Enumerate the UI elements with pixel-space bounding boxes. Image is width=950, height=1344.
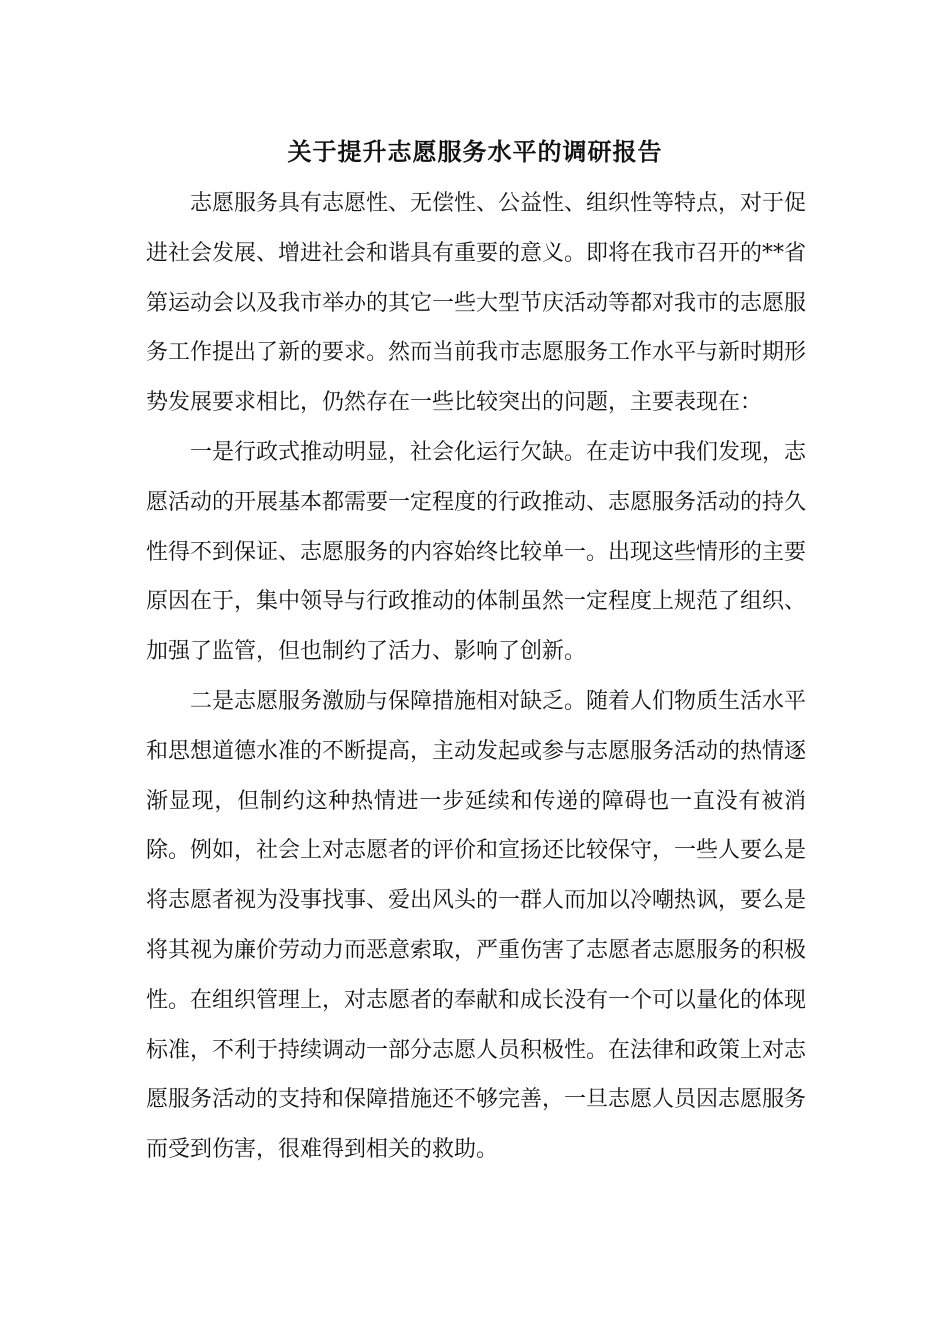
paragraph-intro: 志愿服务具有志愿性、无偿性、公益性、组织性等特点，对于促进社会发展、增进社会和谐具有重要的意义。即将在我市召开的**省第运动会以及我市举办的其它一些大型节庆活动等都对我市的志愿服务工作提出了新的要求。然而当前我市志愿服务工作水平与新时期形势发展要求相比，仍然存在一些比较突出的问题，主要表现在： [146, 191, 807, 416]
paragraph-issue-two: 二是志愿服务激励与保障措施相对缺乏。随着人们物质生活水平和思想道德水准的不断提高，主动发起或参与志愿服务活动的热情逐渐显现，但制约这种热情进一步延续和传递的障碍也一直没有被消除。例如，社会上对志愿者的评价和宣扬还比较保守，一些人要么是将志愿者视为没事找事、爱出风头的一群人而加以冷嘲热讽，要么是将其视为廉价劳动力而恶意索取，严重伤害了志愿者志愿服务的积极性。在组织管理上，对志愿者的奉献和成长没有一个可以量化的体现标准，不利于持续调动一部分志愿人员积极性。在法律和政策上对志愿服务活动的支持和保障措施还不够完善，一旦志愿人员因志愿服务而受到伤害，很难得到相关的救助。 [146, 688, 807, 1163]
document-body [146, 179, 806, 1175]
document-title: 关于提升志愿服务水平的调研报告 [287, 137, 663, 166]
paragraph-issue-one: 一是行政式推动明显，社会化运行欠缺。在走访中我们发现，志愿活动的开展基本都需要一定程度的行政推动、志愿服务活动的持久性得不到保证、志愿服务的内容始终比较单一。出现这些情形的主要原因在于，集中领导与行政推动的体制虽然一定程度上规范了组织、加强了监管，但也制约了活力、影响了创新。 [146, 439, 807, 665]
